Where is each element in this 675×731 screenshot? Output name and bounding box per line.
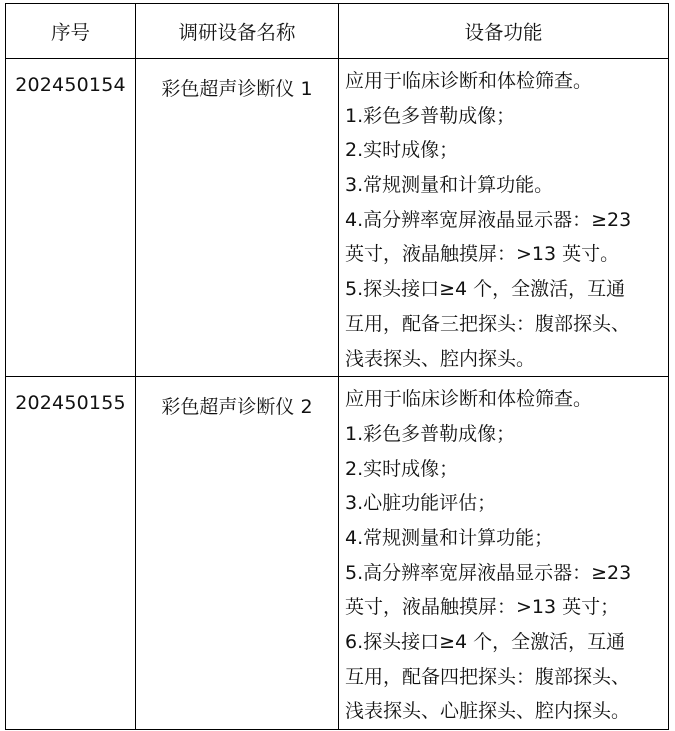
serial-number-cell: 202450154 bbox=[6, 59, 136, 377]
function-line: 3.常规测量和计算功能。 bbox=[345, 174, 554, 197]
table-row bbox=[6, 59, 669, 377]
function-line: 英寸，液晶触摸屏：>13 英寸。 bbox=[345, 243, 620, 266]
function-line: 1.彩色多普勒成像； bbox=[345, 104, 516, 127]
header-row bbox=[6, 4, 669, 59]
function-line: 2.实时成像； bbox=[345, 139, 459, 162]
equipment-name-cell: 彩色超声诊断仪 2 bbox=[136, 377, 339, 730]
function-line: 浅表探头、心脏探头、腔内探头。 bbox=[345, 700, 631, 723]
function-line: 4.高分辨率宽屏液晶显示器：≥23 bbox=[345, 208, 632, 231]
function-line: 互用，配备三把探头：腹部探头、 bbox=[345, 312, 631, 335]
header-equipment-name: 调研设备名称 bbox=[136, 4, 339, 59]
header-equipment-function: 设备功能 bbox=[339, 4, 669, 59]
function-line: 6.探头接口≥4 个，全激活，互通 bbox=[345, 631, 626, 653]
function-cell bbox=[339, 59, 669, 377]
function-line: 互用，配备四把探头：腹部探头、 bbox=[345, 665, 631, 688]
table-row bbox=[6, 377, 669, 730]
header-serial-number: 序号 bbox=[6, 4, 136, 59]
function-line: 2.实时成像； bbox=[345, 457, 459, 480]
function-line: 1.彩色多普勒成像； bbox=[345, 422, 516, 445]
function-cell bbox=[339, 377, 669, 730]
function-line: 应用于临床诊断和体检筛查。 bbox=[345, 388, 593, 411]
equipment-table bbox=[5, 3, 669, 730]
function-line: 3.心脏功能评估； bbox=[345, 492, 497, 515]
function-line: 4.常规测量和计算功能； bbox=[345, 526, 554, 549]
function-line: 浅表探头、腔内探头。 bbox=[345, 347, 536, 370]
function-line: 5.探头接口≥4 个，全激活，互通 bbox=[345, 278, 626, 301]
function-line: 英寸，液晶触摸屏：>13 英寸； bbox=[345, 596, 620, 619]
serial-number-cell: 202450155 bbox=[6, 377, 136, 730]
function-line: 应用于临床诊断和体检筛查。 bbox=[345, 70, 593, 92]
equipment-name-cell: 彩色超声诊断仪 1 bbox=[136, 59, 339, 377]
function-line: 5.高分辨率宽屏液晶显示器：≥23 bbox=[345, 561, 632, 584]
